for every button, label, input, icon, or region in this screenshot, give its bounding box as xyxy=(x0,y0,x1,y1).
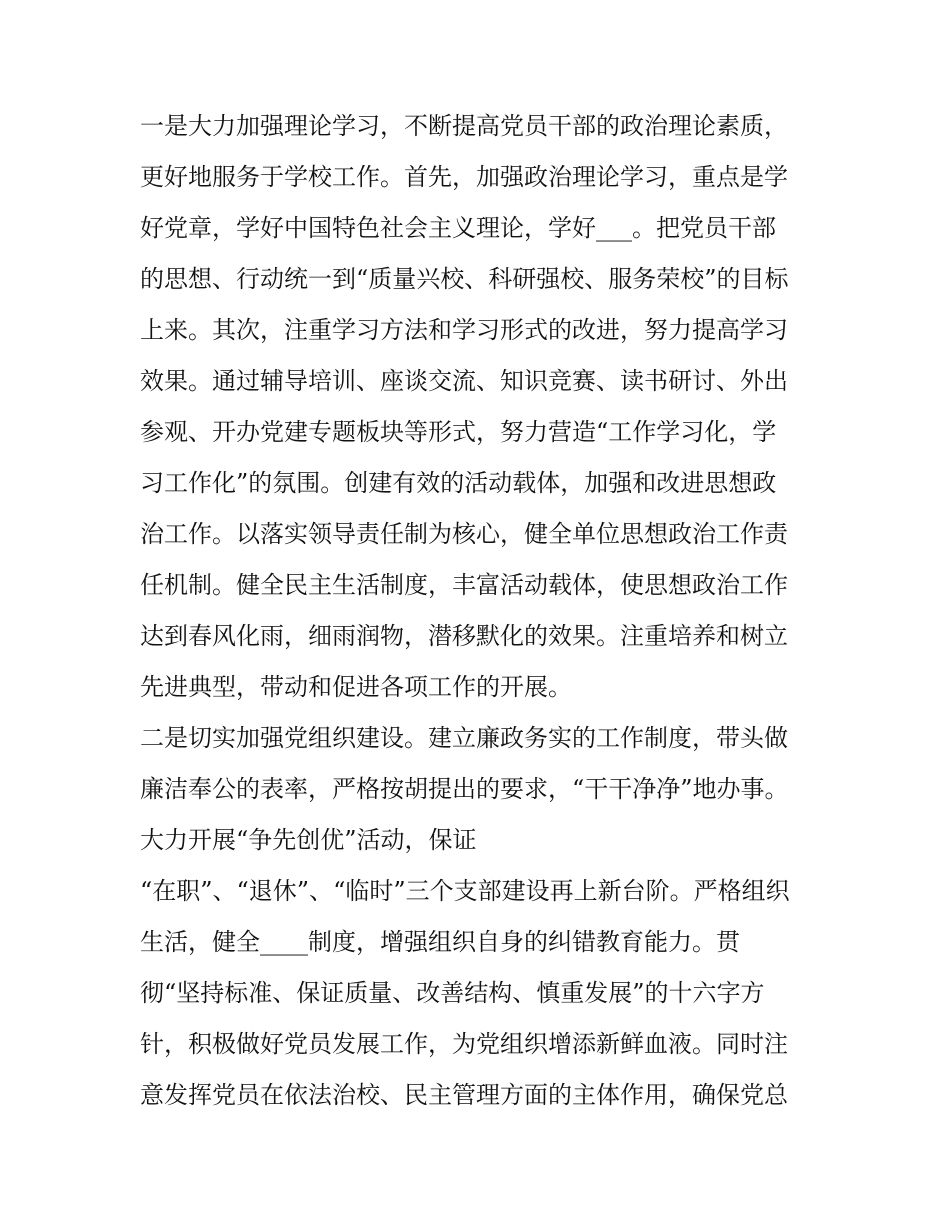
text-line: 上来。其次，注重学习方法和学习形式的改进，努力提高学习 xyxy=(140,316,788,344)
text-line: 习工作化”的氛围。创建有效的活动载体，加强和改进思想政 xyxy=(140,469,777,497)
text-line: 治工作。以落实领导责任制为核心，健全单位思想政治工作责 xyxy=(140,520,788,548)
text-line: 好党章，学好中国特色社会主义理论，学好___。把党员干部 xyxy=(140,214,776,242)
body-text xyxy=(140,101,820,1121)
text-line: “在职”、“退休”、“临时”三个支部建设再上新台阶。严格组织 xyxy=(140,877,790,905)
text-line: 达到春风化雨，细雨润物，潜移默化的效果。注重培养和树立 xyxy=(140,622,788,650)
text-line: 效果。通过辅导培训、座谈交流、知识竞赛、读书研讨、外出 xyxy=(140,367,788,395)
text-line: 的思想、行动统一到“质量兴校、科研强校、服务荣校”的目标 xyxy=(140,265,789,293)
text-line: 二是切实加强党组织建设。建立廉政务实的工作制度，带头做 xyxy=(140,724,788,752)
text-line: 参观、开办党建专题板块等形式，努力营造“工作学习化，学 xyxy=(140,418,777,446)
text-line: 大力开展“争先创优”活动，保证 xyxy=(140,826,477,854)
text-line: 生活，健全____制度，增强组织自身的纠错教育能力。贯 xyxy=(140,928,740,956)
text-line: 彻“坚持标准、保证质量、改善结构、慎重发展”的十六字方 xyxy=(140,979,765,1007)
text-line: 更好地服务于学校工作。首先，加强政治理论学习，重点是学 xyxy=(140,163,788,191)
text-line: 针，积极做好党员发展工作，为党组织增添新鲜血液。同时注 xyxy=(140,1030,788,1058)
text-line: 廉洁奉公的表率，严格按胡提出的要求，“干干净净”地办事。 xyxy=(140,775,789,803)
text-line: 先进典型，带动和促进各项工作的开展。 xyxy=(140,673,572,701)
text-line: 一是大力加强理论学习，不断提高党员干部的政治理论素质， xyxy=(140,112,788,140)
text-line: 任机制。健全民主生活制度，丰富活动载体，使思想政治工作 xyxy=(140,571,788,599)
text-line: 意发挥党员在依法治校、民主管理方面的主体作用，确保党总 xyxy=(140,1081,788,1109)
